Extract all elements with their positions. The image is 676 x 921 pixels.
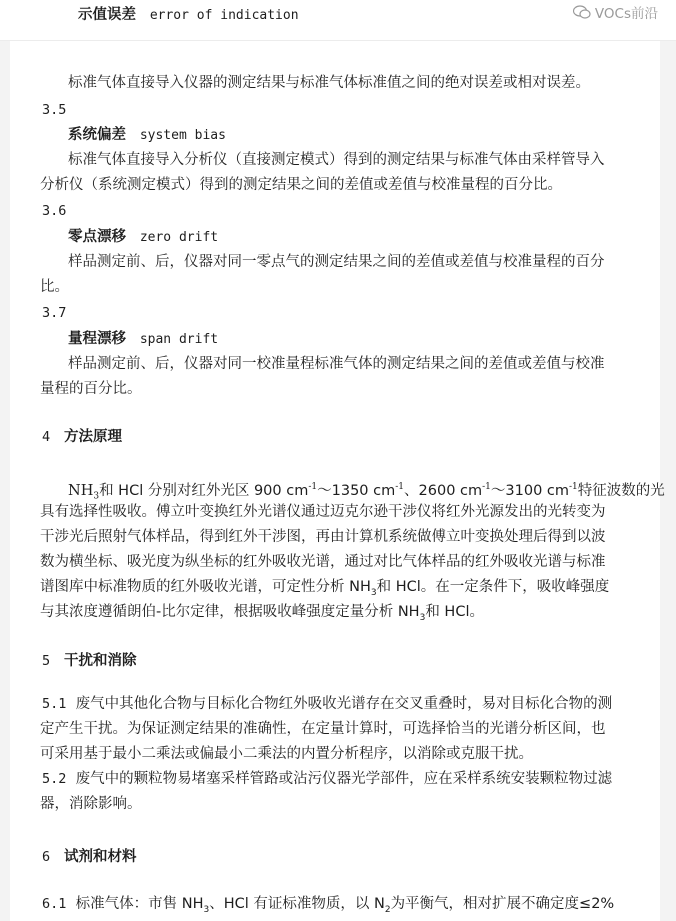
section-4-heading: 4 方法原理 [42,429,122,445]
principle-line5: 谱图库中标准物质的红外吸收光谱，可定性分析 $NH_3$和 HCl。在一定条件下，吸收峰强度 [40,579,610,598]
watermark: VOCs前沿 [573,2,658,22]
section-number-3-5: 3.5 [42,102,67,118]
wechat-icon [573,5,591,19]
term-en: error of indication [149,8,299,23]
def-3-4: 标准气体直接导入仪器的测定结果与标准气体标准值之间的绝对误差或相对误差。 [68,75,590,91]
principle-line6: 与其浓度遵循朗伯-比尔定律，根据吸收峰强度定量分析 $NH_3$和 HCl。 [40,604,484,623]
interference-5-1-line2: 定产生干扰。为保证测定结果的准确性，在定量计算时，可选择恰当的光谱分析区间，也 [40,721,606,737]
term-3-5: 系统偏差 system bias [68,127,226,143]
term-3-4-header [78,4,299,27]
def-3-5-line1: 标准气体直接导入分析仪（直接测定模式）得到的测定结果与标准气体由采样管导入 [68,152,605,168]
principle-line1: $NH_3$和 HCl 分别对红外光区 900 $cm^{-1}\sim 1350$ $cm^{-1}$、2600 $cm^{-1}\sim 3100$ $cm^{-1}$特征波数的光 [68,482,665,502]
section-5-heading: 5 干扰和消除 [42,653,137,669]
section-number-3-7: 3.7 [42,305,67,321]
reagent-6-1-line1: 6.1 标准气体：市售 $NH_3$、HCl 有证标准物质，以 $N_2$为平衡气，相对扩展不确定度≤2% [42,896,615,915]
interference-5-1-line1: 5.1 废气中其他化合物与目标化合物红外吸收光谱存在交叉重叠时，易对目标化合物的测 [42,696,613,712]
interference-5-1-line3: 可采用基于最小二乘法或偏最小二乘法的内置分析程序，以消除或克服干扰。 [40,746,533,762]
def-3-6-line1: 样品测定前、后，仪器对同一零点气的测定结果之间的差值或差值与校准量程的百分 [68,254,605,270]
interference-5-2-line1: 5.2 废气中的颗粒物易堵塞采样管路或沾污仪器光学部件，应在采样系统安装颗粒物过滤 [42,771,613,787]
principle-line3: 干涉光后照射气体样品，得到红外干涉图，再由计算机系统做傅立叶变换处理后得到以波 [40,529,606,545]
def-3-7-line1: 样品测定前、后，仪器对同一校准量程标准气体的测定结果之间的差值或差值与校准 [68,356,605,372]
term-3-7: 量程漂移 span drift [68,331,219,347]
section-number-3-6: 3.6 [42,203,67,219]
principle-line2: 具有选择性吸收。傅立叶变换红外光谱仪通过迈克尔逊干涉仪将红外光源发出的光转变为 [40,504,606,520]
term-3-6: 零点漂移 zero drift [68,229,219,245]
def-3-6-line2: 比。 [40,279,69,295]
interference-5-2-line2: 器，消除影响。 [40,796,142,812]
def-3-5-line2: 分析仪（系统测定模式）得到的测定结果之间的差值或差值与校准量程的百分比。 [40,177,562,193]
section-6-heading: 6 试剂和材料 [42,849,137,865]
def-3-7-line2: 量程的百分比。 [40,381,142,397]
principle-line4: 数为横坐标、吸光度为纵坐标的红外吸收光谱，通过对比气体样品的红外吸收光谱与标准 [40,554,606,570]
term-cn: 示值误差 [78,7,136,23]
